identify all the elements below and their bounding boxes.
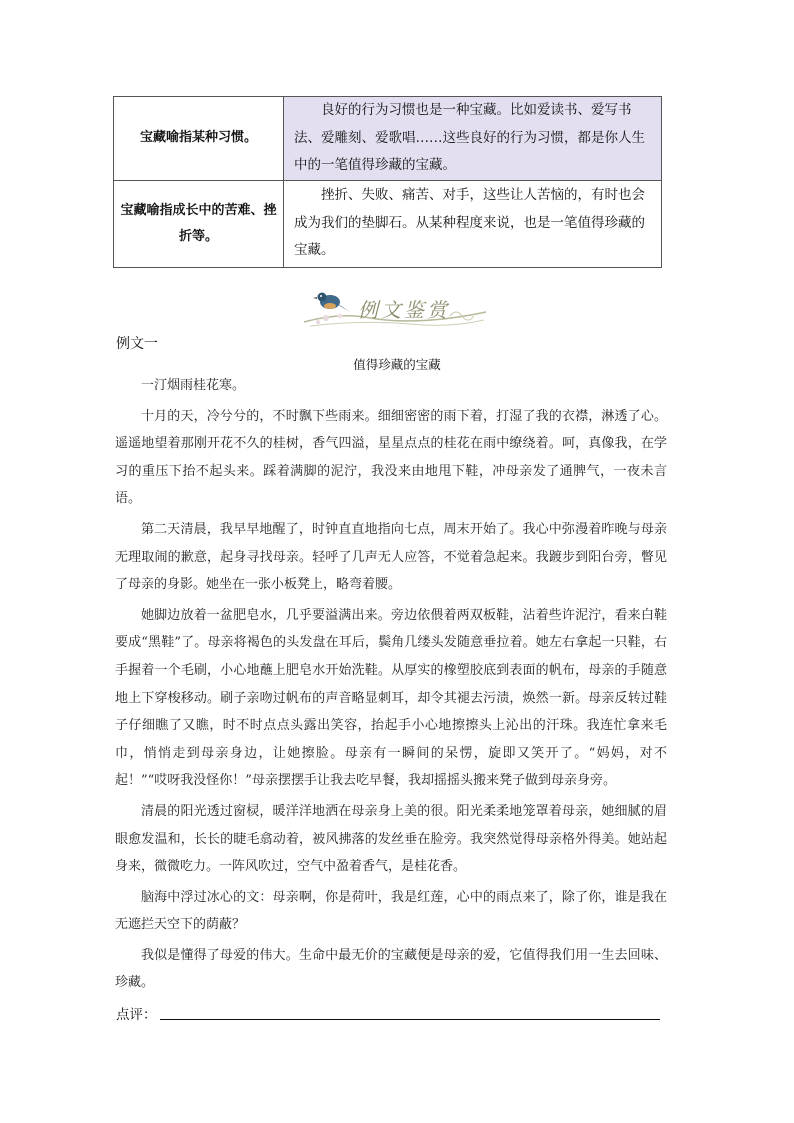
article-body — [115, 372, 667, 1000]
paragraph: 第二天清晨，我早早地醒了，时钟直直地指向七点，周末开始了。我心中弥漫着昨晚与母亲无理取闹的歉意，起身寻找母亲。轻呼了几声无人应答，不觉着急起来。我踱步到阳台旁，瞥见了母亲的身影。她坐在一张小板凳上，略弯着腰。 — [115, 521, 667, 593]
paragraph: 一汀烟雨桂花寒。 — [141, 378, 246, 393]
metaphor-table — [113, 96, 662, 268]
table-cell-desc — [284, 97, 662, 181]
article-title: 值得珍藏的宝藏 — [353, 357, 441, 372]
banner-title: 例文鉴赏 — [358, 298, 450, 322]
table-cell-text: 挫折、失败、痛苦、对手，这些让人苦恼的，有时也会成为我们的垫脚石。从某种程度来说，也是一笔值得珍藏的宝藏。 — [294, 187, 645, 259]
paragraph: 她脚边放着一盆肥皂水，几乎要溢满出来。旁边依偎着两双板鞋，沾着些许泥泞，看来白鞋要成“黑鞋”了。母亲将褐色的头发盘在耳后，鬓角几缕头发随意垂拉着。她左右拿起一只鞋，右手握着一个毛刷，小心地蘸上肥皂水开始洗鞋。从厚实的橡塑胶底到表面的帆布，母亲的手随意地上下穿梭移动。刷子亲吻过帆布的声音略显刺耳，却令其褪去污渍，焕然一新。母亲反转过鞋子仔细瞧了又瞧，时不时点点头露出笑容，抬起手小心地擦擦头上沁出的汗珠。我连忙拿来毛巾，悄悄走到母亲身边，让她擦脸。母亲有一瞬间的呆愣，旋即又笑开了。“妈妈，对不起！”“哎呀我没怪你！”母亲摆摆手让我去吃早餐，我却摇摇头搬来凳子做到母亲身旁。 — [115, 607, 667, 789]
table-row — [114, 180, 662, 267]
comment-label: 点评： — [116, 1007, 157, 1023]
table-cell-label: 宝藏喻指某种习惯。 — [114, 97, 284, 181]
comment-answer-line[interactable] — [160, 1019, 660, 1020]
table-cell-desc — [284, 180, 662, 267]
paragraph: 十月的天，冷兮兮的，不时飘下些雨来。细细密密的雨下着，打湿了我的衣襟，淋透了心。遥遥地望着那刚开花不久的桂树，香气四溢，星星点点的桂花在雨中缭绕着。呵，真像我，在学习的重压下抬不起头来。踩着满脚的泥泞，我没来由地甩下鞋，冲母亲发了通脾气，一夜未言语。 — [115, 408, 667, 507]
example-banner — [300, 282, 490, 330]
paragraph: 清晨的阳光透过窗棂，暖洋洋地洒在母亲身上美的很。阳光柔柔地笼罩着母亲，她细腻的眉眼愈发温和，长长的睫毛翕动着，被风拂落的发丝垂在脸旁。我突然觉得母亲格外得美。她站起身来，微微吃力。一阵风吹过，空气中盈着香气，是桂花香。 — [115, 803, 667, 875]
table-row — [114, 97, 662, 181]
table-cell-text: 良好的行为习惯也是一种宝藏。比如爱读书、爱写书法、爱雕刻、爱歌唱……这些良好的行为习惯，都是你人生中的一笔值得珍藏的宝藏。 — [294, 102, 645, 173]
table-cell-label: 宝藏喻指成长中的苦难、挫折等。 — [114, 180, 284, 267]
section-title: 例文一 — [116, 336, 158, 352]
paragraph: 脑海中浮过冰心的文：母亲啊，你是荷叶，我是红莲，心中的雨点来了，除了你，谁是我在无遮拦天空下的荫蔽？ — [115, 889, 667, 933]
paragraph: 我似是懂得了母爱的伟大。生命中最无价的宝藏便是母亲的爱，它值得我们用一生去回味、珍藏。 — [115, 947, 667, 991]
